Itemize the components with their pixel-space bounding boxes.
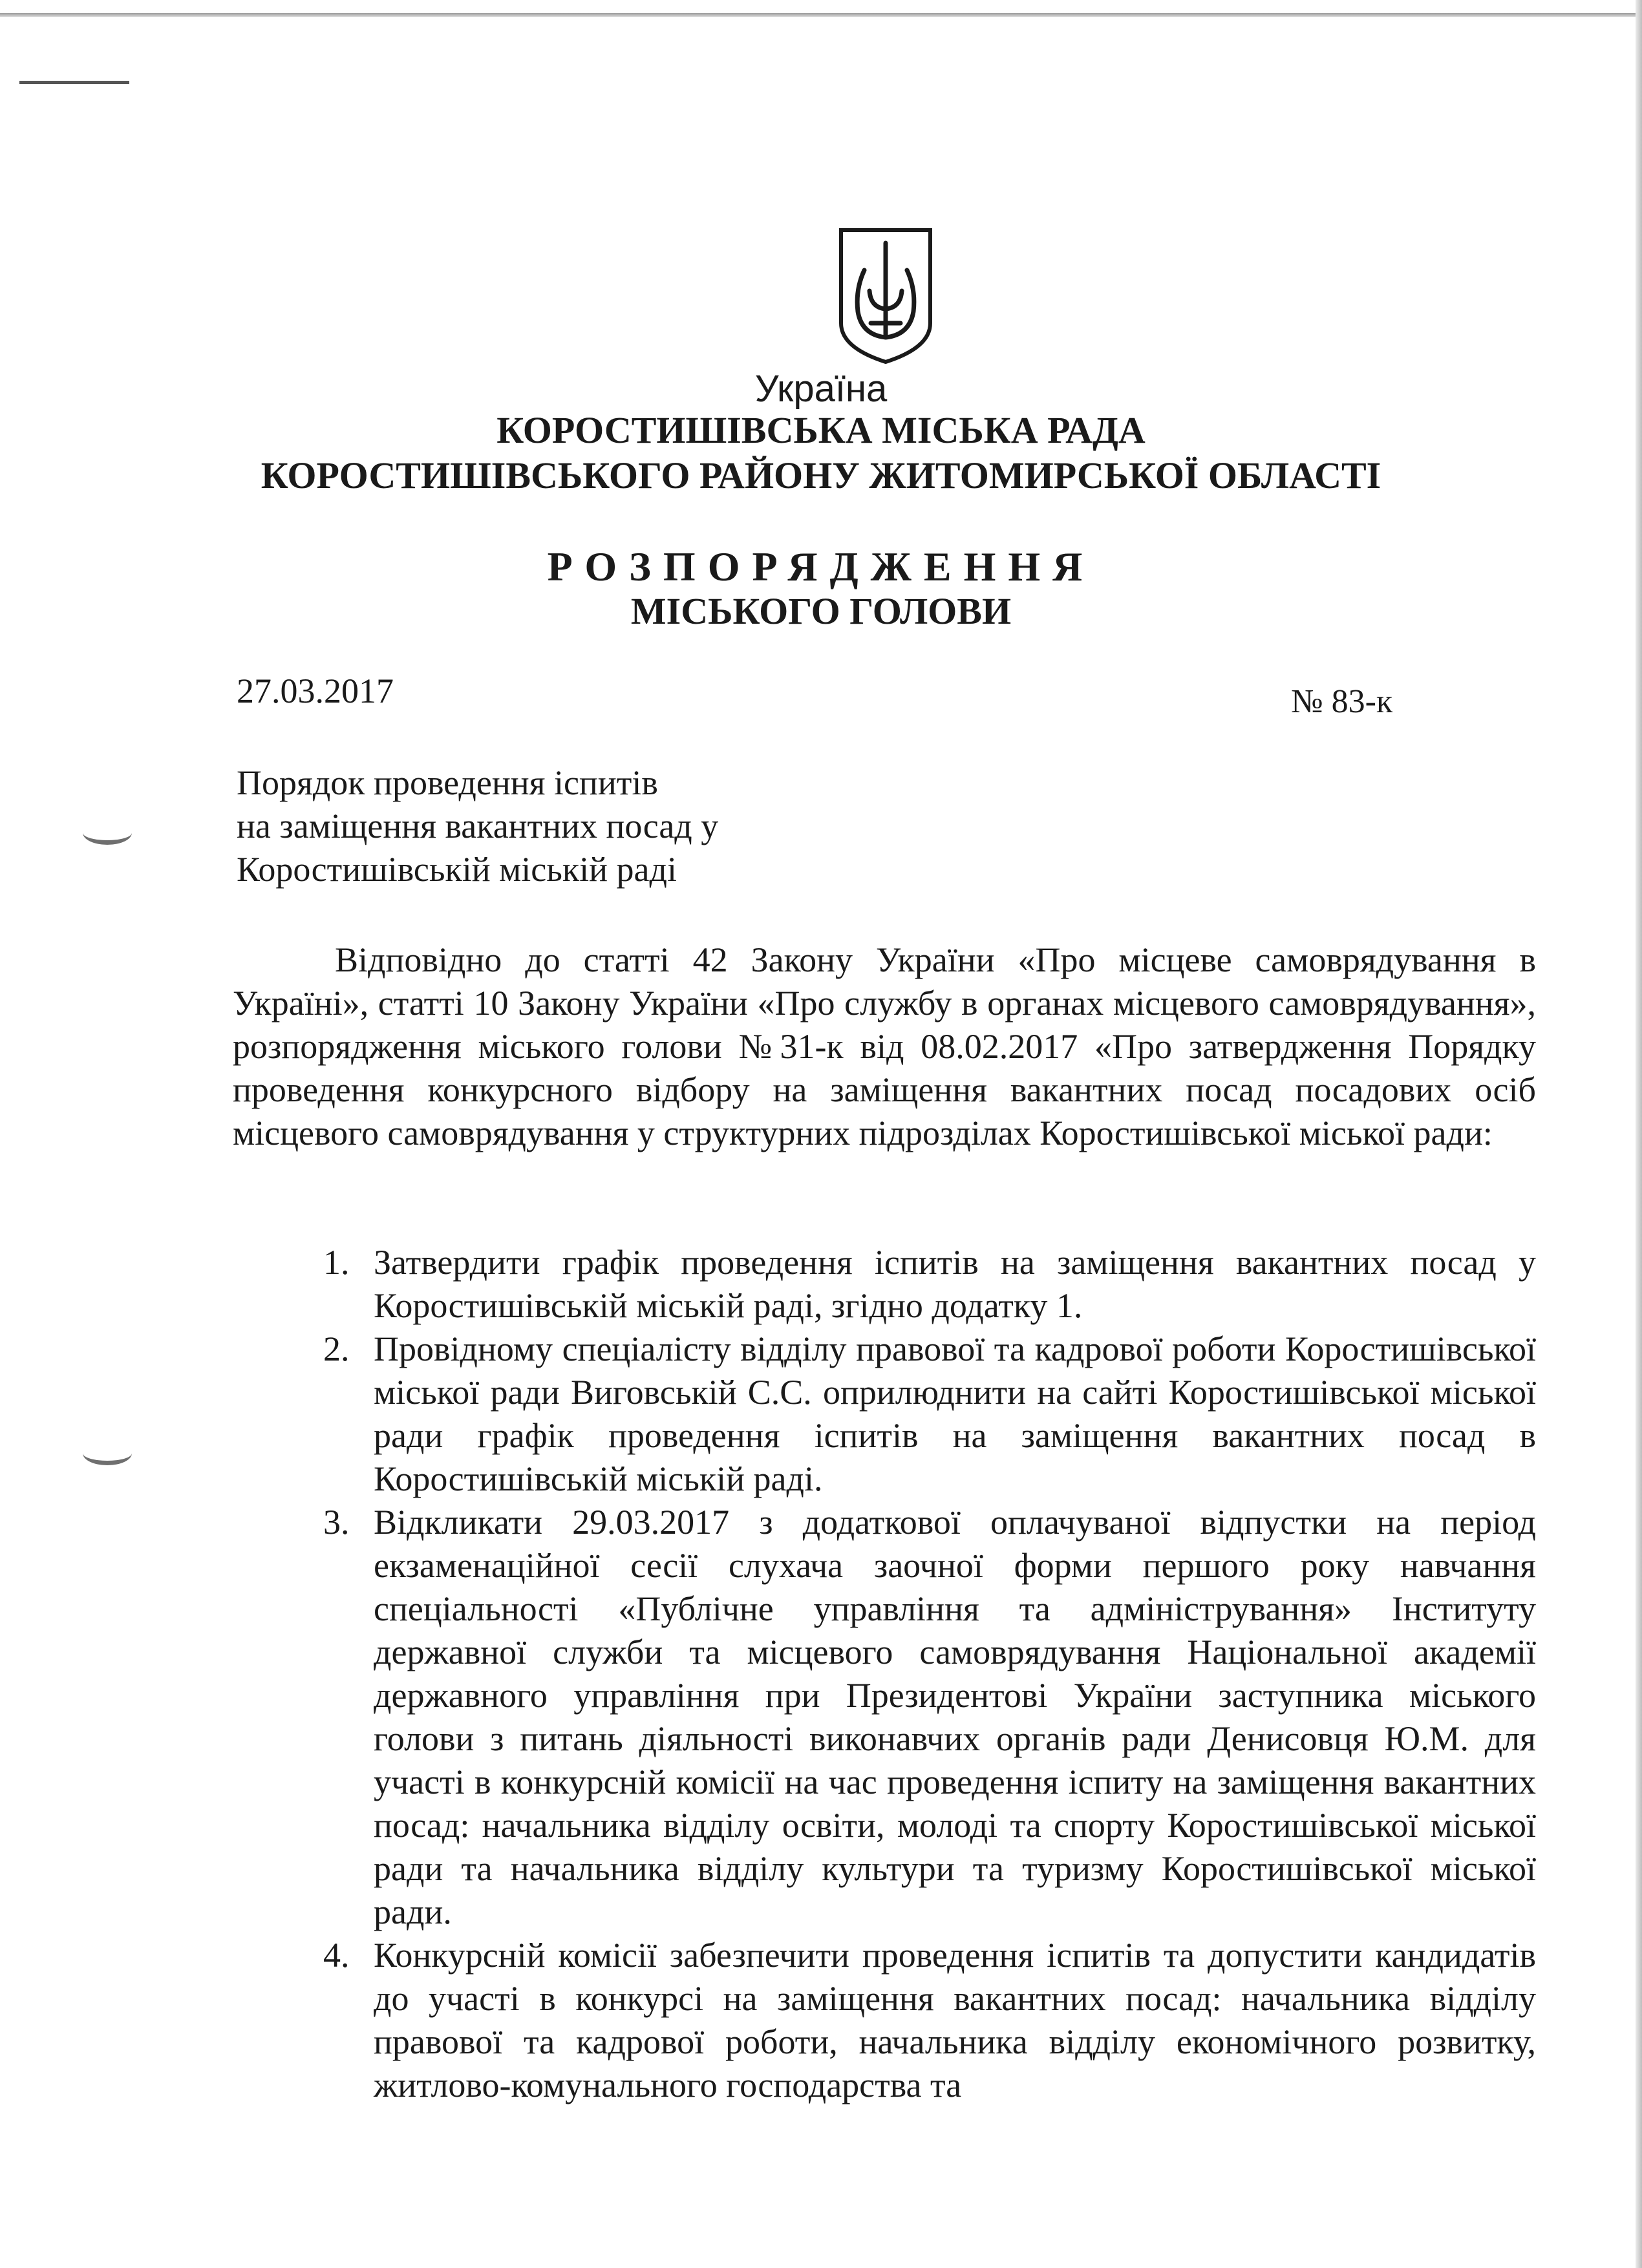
council-name: КОРОСТИШІВСЬКА МІСЬКА РАДА	[496, 409, 1146, 451]
subject-line: Коростишівській міській раді	[237, 850, 677, 889]
punch-hole-lower	[83, 1441, 132, 1465]
document-subject	[237, 761, 948, 891]
document-date: 27.03.2017	[237, 672, 394, 710]
order-item	[323, 1934, 1536, 2107]
coat-of-arms-icon	[837, 226, 934, 365]
corner-pen-mark	[19, 81, 129, 84]
item-text: Затвердити графік проведення іспитів на заміщення вакантних посад у Коростишівській міській раді, згідно додатку 1.	[374, 1243, 1536, 1325]
scan-top-edge	[0, 13, 1642, 17]
district-name: КОРОСТИШІВСЬКОГО РАЙОНУ ЖИТОМИРСЬКОЇ ОБЛАСТІ	[261, 454, 1381, 496]
scan-right-edge	[1636, 0, 1642, 2268]
subject-line: Порядок проведення іспитів	[237, 763, 658, 802]
document-issuer: МІСЬКОГО ГОЛОВИ	[630, 590, 1012, 632]
country-name: Україна	[754, 368, 888, 410]
document-type: РОЗПОРЯДЖЕННЯ	[547, 544, 1095, 589]
order-item	[323, 1328, 1536, 1501]
item-number: 1.	[323, 1243, 350, 1282]
document-number: № 83-к	[1291, 683, 1393, 720]
item-number: 4.	[323, 1936, 350, 1975]
order-item	[323, 1241, 1536, 1328]
preamble-paragraph: Відповідно до статті 42 Закону України «Про місцеве самоврядування в Україні», статті 10 Закону України «Про службу в органах місцевого самоврядування», розпорядження міського голови №31-к від 08.02.2017 «Про затвердження Порядку проведення конкурсного відбору на заміщення вакантних посад посадових осіб місцевого самоврядування у структурних підрозділах Коростишівської міської ради:	[233, 940, 1536, 1152]
subject-line: на заміщення вакантних посад у	[237, 807, 719, 845]
item-number: 3.	[323, 1503, 350, 1542]
item-text: Конкурсній комісії забезпечити проведення іспитів та допустити кандидатів до участі в конкурсі на заміщення вакантних посад: начальника відділу правової та кадрової роботи, начальника відділу економічного розвитку, житлово-комунального господарства та	[374, 1936, 1536, 2104]
punch-hole-upper	[83, 821, 132, 845]
item-text: Провідному спеціалісту відділу правової та кадрової роботи Коростишівської міської ради Виговській С.С. оприлюднити на сайті Коростишівської міської ради графік проведення іспитів на заміщення вакантних посад в Коростишівській міській раді.	[374, 1330, 1536, 1498]
order-item	[323, 1501, 1536, 1934]
item-number: 2.	[323, 1330, 350, 1368]
order-items-list	[323, 1241, 1536, 2107]
item-text: Відкликати 29.03.2017 з додаткової оплачуваної відпустки на період екзаменаційної сесії слухача заочної форми першого року навчання спеціальності «Публічне управління та адміністрування» Інституту державної служби та місцевого самоврядування Національної академії державного управління при Президентові України заступника міського голови з питань діяльності виконавчих органів ради Денисовця Ю.М. для участі в конкурсній комісії на час проведення іспиту на заміщення вакантних посад: начальника відділу освіти, молоді та спорту Коростишівської міської ради та начальника відділу культури та туризму Коростишівської міської ради.	[374, 1503, 1536, 1931]
